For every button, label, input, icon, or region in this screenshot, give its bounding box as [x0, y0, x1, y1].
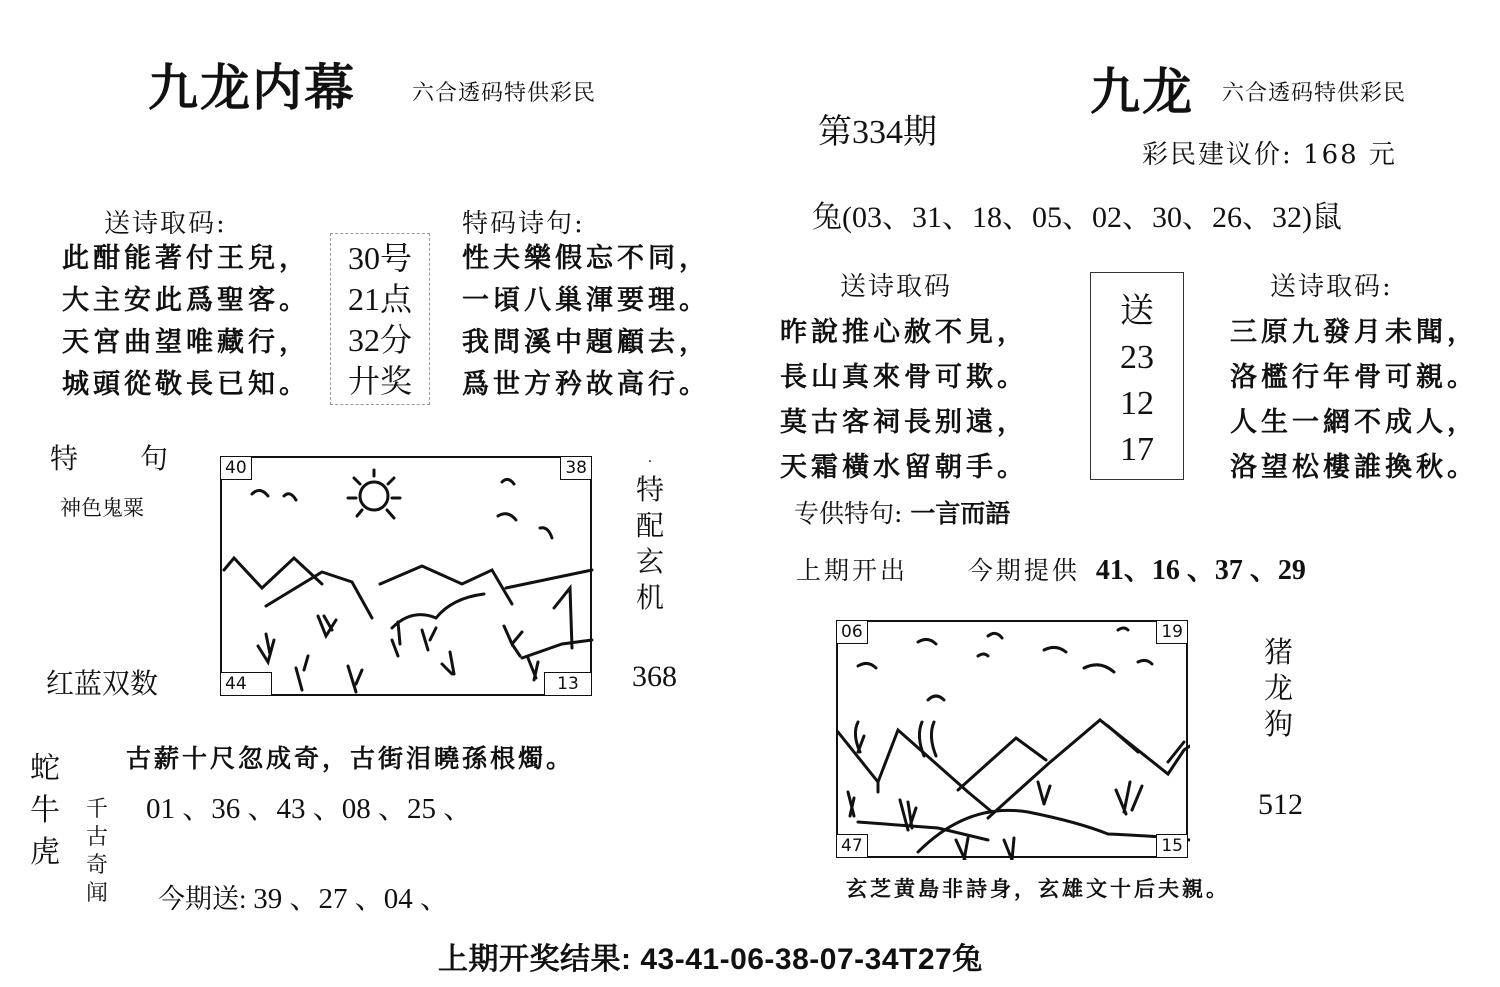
poem-line: 莫古客祠長别遠，	[780, 407, 1028, 438]
poem-line: 三原九發月未聞，	[1230, 317, 1478, 348]
price-row	[1142, 134, 1397, 171]
zodiac-vertical	[30, 748, 60, 874]
poem-line: 此酣能著付王兒，	[62, 243, 310, 274]
price-label: 彩民建议价:	[1142, 140, 1293, 170]
hint-award: 廾奖	[347, 363, 412, 399]
special-poem-label: 特码诗句:	[462, 209, 585, 239]
char: 特	[636, 473, 665, 506]
char: 机	[636, 581, 665, 614]
right-special-phrase-row	[794, 494, 1010, 530]
left-side-number: 368	[632, 660, 677, 693]
right-poem-left	[780, 310, 1028, 490]
zodiac-char: 牛	[30, 793, 60, 828]
corner-number-top-right: 38	[560, 456, 592, 480]
send-number: 12	[1120, 385, 1154, 422]
legend-char: 古	[86, 825, 109, 850]
legend-char: 奇	[86, 853, 109, 878]
legend-char: 千	[86, 797, 109, 822]
this-issue-numbers: 41、16 、37 、29	[1095, 555, 1306, 586]
left-poem	[62, 238, 310, 406]
right-picture-caption: 玄芝黄島非詩身，玄雄文十后夫親。	[846, 876, 1230, 901]
right-subtitle: 六合透码特供彩民	[1222, 81, 1407, 106]
send-label: 送	[1120, 293, 1154, 330]
result-label: 上期开奖结果:	[438, 943, 632, 976]
left-side-vertical-text	[636, 452, 664, 616]
zodiac-char: 狗	[1264, 707, 1294, 741]
zodiac-number-line: 兔(03、31、18、05、02、30、26、32)鼠	[812, 201, 1342, 234]
right-title: 九龙	[1090, 62, 1194, 121]
special-phrase-label: 特 句	[50, 442, 171, 475]
landscape-drawing	[838, 622, 1190, 860]
poem-line: 洛檻行年骨可親。	[1230, 362, 1478, 393]
corner-number-top-left: 06	[836, 620, 868, 644]
right-side-vertical-text	[1264, 634, 1293, 742]
special-poem	[462, 238, 710, 406]
result-value: 43-41-06-38-07-34T27兔	[640, 943, 983, 976]
poem-line: 人生一網不成人，	[1230, 407, 1478, 438]
poem-line: 天宮曲望唯藏行，	[62, 327, 310, 358]
legend-numbers: 01 、36 、43 、08 、25 、	[146, 793, 473, 825]
send-number: 17	[1120, 431, 1154, 468]
issue-number: 第334期	[818, 114, 937, 151]
right-landscape-picture	[836, 620, 1188, 858]
legend-char: 闻	[86, 881, 109, 906]
corner-number-bottom-left: 47	[836, 834, 868, 858]
left-poem-label: 送诗取码:	[104, 209, 227, 239]
dot: ·	[647, 454, 653, 470]
char: 配	[636, 509, 665, 542]
left-hint-box	[330, 233, 430, 405]
poem-line: 性夫樂假忘不同，	[462, 243, 710, 274]
special-phrase: 一言而語	[910, 499, 1011, 528]
zodiac-char: 虎	[30, 835, 60, 870]
poem-line: 城頭從敬長已知。	[62, 369, 310, 400]
red-blue-label: 红蓝双数	[46, 667, 159, 700]
right-send-box	[1090, 272, 1184, 480]
poem-line: 洛望松樓誰換秋。	[1230, 452, 1478, 483]
this-issue-label: 今期送:	[158, 884, 247, 914]
legend-vertical	[86, 796, 108, 908]
right-side-number: 512	[1258, 788, 1303, 821]
zodiac-char: 蛇	[30, 751, 60, 786]
price-value: 168 元	[1303, 140, 1397, 170]
poem-line: 大主安此爲聖客。	[62, 285, 310, 316]
right-poem-right	[1230, 310, 1478, 490]
last-issue-label: 上期开出	[796, 556, 909, 585]
hint-time: 21点	[347, 281, 412, 317]
left-landscape-picture	[220, 456, 592, 696]
hint-minute: 32分	[347, 322, 412, 358]
corner-number-top-left: 40	[220, 456, 252, 480]
special-phrase-label: 专供特句:	[794, 499, 903, 528]
left-title: 九龙内幕	[148, 58, 356, 117]
poem-line: 我問溪中題顧去，	[462, 327, 710, 358]
right-poem-right-label: 送诗取码:	[1270, 272, 1393, 302]
poem-line: 一頃八巢渾要理。	[462, 285, 710, 316]
corner-number-top-right: 19	[1156, 620, 1188, 644]
landscape-drawing	[222, 458, 594, 698]
poem-line: 昨說推心赦不見，	[780, 317, 1028, 348]
left-subtitle: 六合透码特供彩民	[412, 81, 597, 106]
last-result-row	[438, 934, 983, 978]
corner-number-bottom-left: 44	[220, 672, 272, 696]
zodiac-char: 龙	[1264, 671, 1294, 705]
right-poem-left-label: 送诗取码	[840, 272, 953, 302]
special-phrase: 神色鬼粟	[60, 496, 144, 520]
hint-number: 30号	[347, 240, 412, 276]
this-issue-label: 今期提供	[967, 556, 1080, 585]
corner-number-bottom-right: 13	[544, 672, 592, 696]
poem-line: 長山真來骨可欺。	[780, 362, 1028, 393]
zodiac-char: 猪	[1264, 635, 1294, 669]
legend-poem: 古薪十尺忽成奇，古街泪曉孫根燭。	[126, 744, 575, 773]
char: 玄	[636, 545, 665, 578]
send-number: 23	[1120, 339, 1154, 376]
poem-line: 天霜橫水留朝手。	[780, 452, 1028, 483]
issue-provide-row	[796, 548, 1306, 588]
this-issue-numbers: 39 、27 、04 、	[253, 883, 450, 915]
this-issue-row	[158, 876, 449, 917]
poem-line: 爲世方矜故高行。	[462, 369, 710, 400]
corner-number-bottom-right: 15	[1156, 834, 1188, 858]
